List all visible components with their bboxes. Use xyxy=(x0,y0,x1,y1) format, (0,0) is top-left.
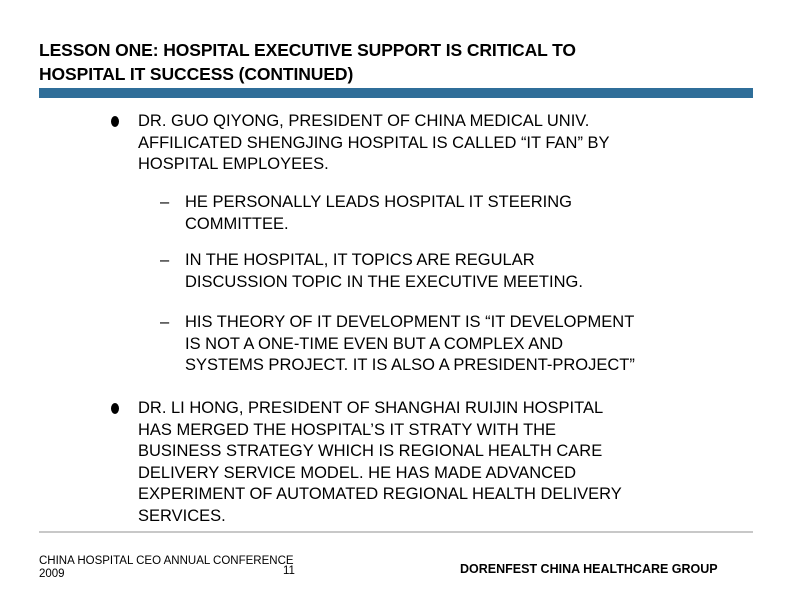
bullet-dot-icon xyxy=(111,403,119,414)
footer-divider xyxy=(39,531,753,533)
sub-bullet-line: COMMITTEE. xyxy=(185,214,289,233)
slide-title xyxy=(39,38,759,86)
sub-bullet-dash: – xyxy=(160,193,170,211)
sub-bullet-line: DISCUSSION TOPIC IN THE EXECUTIVE MEETING. xyxy=(185,272,583,291)
sub-bullet-line: SYSTEMS PROJECT. IT IS ALSO A PRESIDENT-PROJECT” xyxy=(185,356,635,374)
bullet-line: SERVICES. xyxy=(138,506,226,525)
title-line: HOSPITAL IT SUCCESS (CONTINUED) xyxy=(39,64,354,84)
bullet-line: HAS MERGED THE HOSPITAL’S IT STRATY WITH THE xyxy=(138,420,557,439)
footer-conference xyxy=(39,555,294,581)
bullet-text xyxy=(138,398,622,527)
bullet-line: EXPERIMENT OF AUTOMATED REGIONAL HEALTH DELIVERY xyxy=(138,485,622,503)
bullet-line: DR. GUO QIYONG, PRESIDENT OF CHINA MEDICAL UNIV. xyxy=(138,112,590,130)
sub-bullet-dash: – xyxy=(160,251,170,269)
sub-bullet-line: HE PERSONALLY LEADS HOSPITAL IT STEERING xyxy=(185,193,572,211)
footer-conference-name: CHINA HOSPITAL CEO ANNUAL CONFERENCE xyxy=(39,555,294,567)
sub-bullet-line: IN THE HOSPITAL, IT TOPICS ARE REGULAR xyxy=(185,251,535,269)
bullet-line: AFFILICATED SHENGJING HOSPITAL IS CALLED “IT FAN” BY xyxy=(138,133,610,152)
bullet-dot-icon xyxy=(111,116,119,127)
bullet-line: HOSPITAL EMPLOYEES. xyxy=(138,155,329,173)
sub-bullet-text xyxy=(185,192,572,235)
sub-bullet-text xyxy=(185,250,583,293)
sub-bullet-line: HIS THEORY OF IT DEVELOPMENT IS “IT DEVELOPMENT xyxy=(185,313,635,331)
sub-bullet-line: IS NOT A ONE-TIME EVEN BUT A COMPLEX AND xyxy=(185,334,564,353)
bullet-line: BUSINESS STRATEGY WHICH IS REGIONAL HEALTH CARE xyxy=(138,442,603,460)
footer-company: DORENFEST CHINA HEALTHCARE GROUP xyxy=(460,562,718,576)
page-number: 11 xyxy=(283,565,295,577)
title-divider xyxy=(39,88,753,98)
bullet-line: DELIVERY SERVICE MODEL. HE HAS MADE ADVANCED xyxy=(138,463,576,482)
bullet-text xyxy=(138,111,610,176)
bullet-line: DR. LI HONG, PRESIDENT OF SHANGHAI RUIJIN HOSPITAL xyxy=(138,399,604,417)
sub-bullet-dash: – xyxy=(160,313,170,331)
title-line: LESSON ONE: HOSPITAL EXECUTIVE SUPPORT IS CRITICAL TO xyxy=(39,40,576,60)
footer-conference-year: 2009 xyxy=(39,568,65,580)
sub-bullet-text xyxy=(185,312,635,377)
